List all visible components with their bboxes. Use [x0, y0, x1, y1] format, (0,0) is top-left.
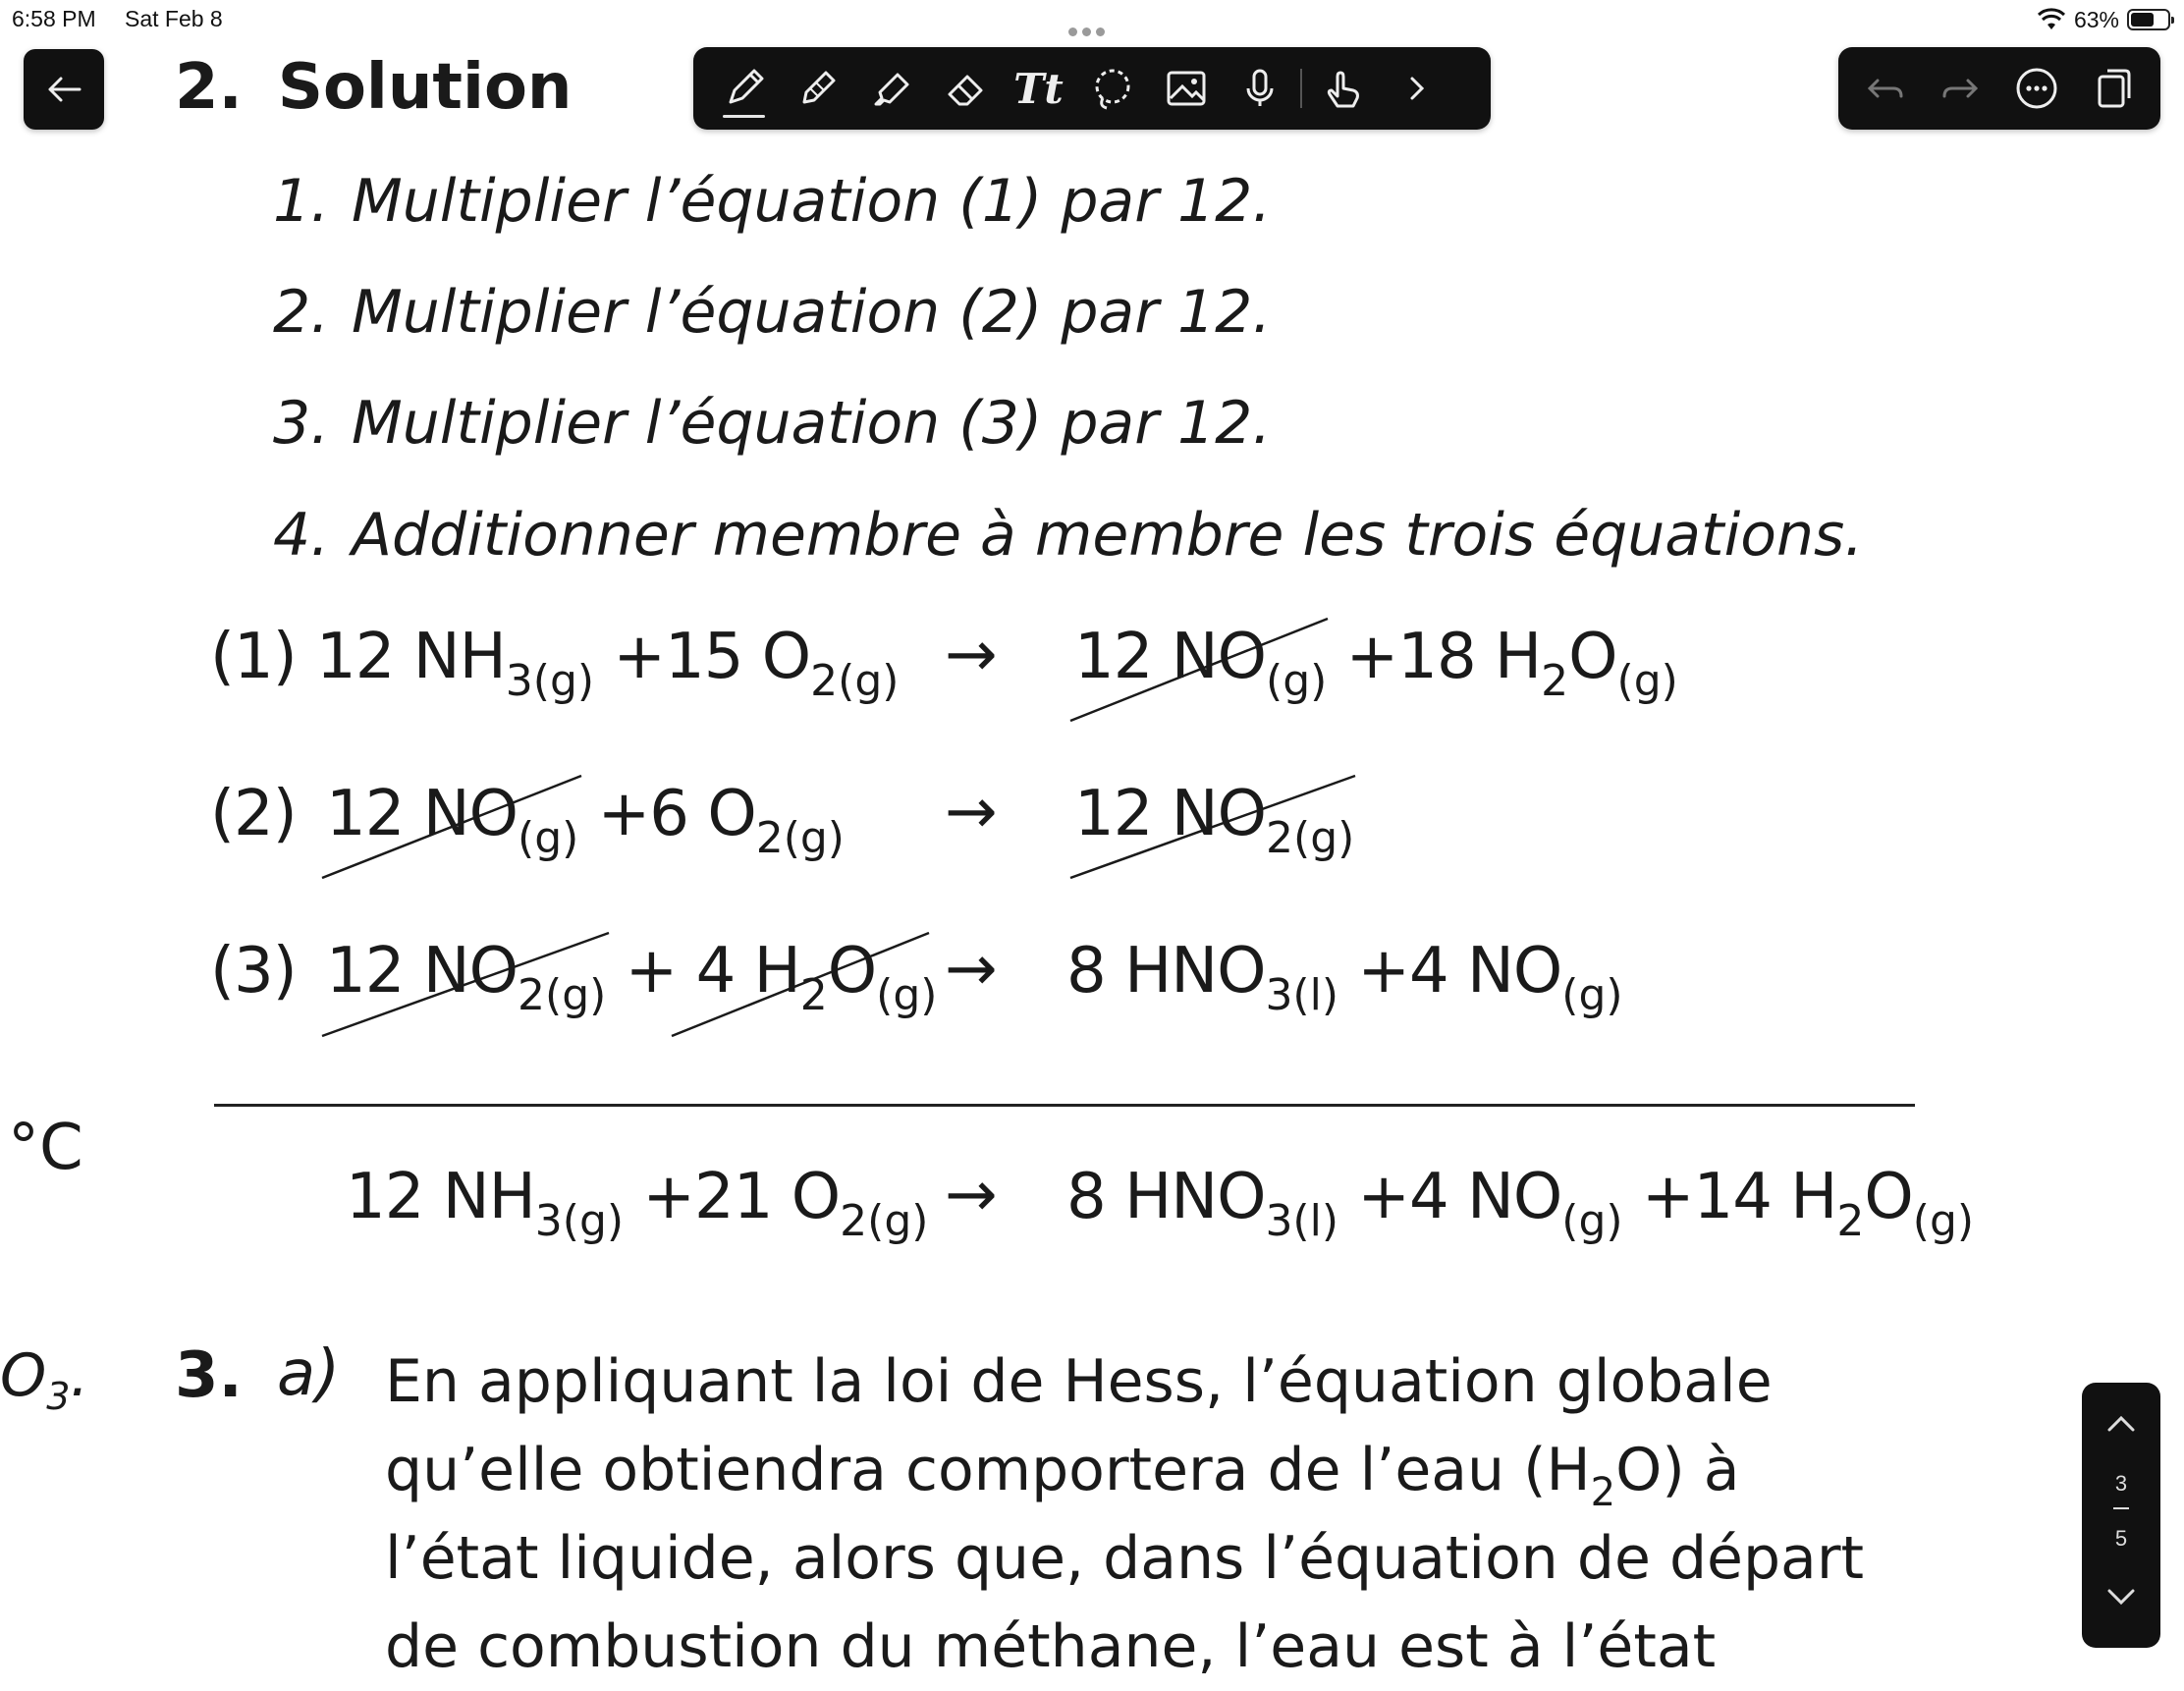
equation-2-label: (2)	[210, 778, 297, 850]
text-tool-label: Tt	[1013, 64, 1064, 113]
page-down-button[interactable]	[2105, 1585, 2137, 1609]
equation-3-label: (3)	[210, 935, 297, 1008]
sum-line	[214, 1104, 1915, 1107]
margin-degree-text: °C	[8, 1112, 83, 1184]
step-number: 2.	[273, 278, 330, 347]
equation-3-reactants: 12 $NO_{2(g)} + 4$ $H_2O_{(g)}$	[326, 935, 938, 1020]
step-text: Multiplier l’équation (2) par 12.	[352, 278, 1272, 347]
battery-percent: 63%	[2073, 6, 2119, 32]
step-text: Multiplier l’équation (1) par 12.	[352, 167, 1272, 236]
equation-1-products: 12 $NO_{(g)} +18$ $H_2O_{(g)}$	[1074, 621, 1678, 706]
question-3-part: a)	[277, 1337, 341, 1410]
question-3-line: de combustion du méthane, l’eau est à l’état	[385, 1612, 1717, 1681]
strike-eq2-no	[322, 776, 581, 878]
page-divider	[2113, 1507, 2129, 1509]
equation-1-label: (1)	[210, 621, 297, 693]
strike-eq3-h2o	[672, 933, 929, 1036]
step-number: 4.	[273, 501, 330, 570]
strike-eq1-no	[1070, 619, 1328, 721]
section-title: Solution	[277, 51, 573, 124]
step-number: 1.	[273, 167, 330, 236]
equation-3-arrow: →	[945, 933, 998, 1006]
section-number: 2.	[175, 51, 243, 124]
margin-o3-text: $O_3$.	[0, 1341, 89, 1418]
page-up-button[interactable]	[2105, 1412, 2137, 1436]
current-page: 3	[2114, 1471, 2128, 1496]
strike-eq3-no2	[322, 933, 609, 1036]
status-time: 6:58 PM	[12, 6, 96, 31]
total-equation-products: 8 $HNO_{3(l)} +4$ $NO_{(g)} +14$ $H_2O_{(g)}$	[1066, 1161, 1975, 1246]
equation-3-products: 8 $HNO_{3(l)} +4$ $NO_{(g)}$	[1066, 935, 1623, 1020]
total-pages: 5	[2114, 1526, 2128, 1551]
step-text: Additionner membre à membre les trois équations.	[352, 501, 1864, 570]
total-equation-reactants: 12 $NH_{3(g)} +21$ $O_{2(g)}$	[346, 1161, 929, 1246]
page-navigator	[2082, 1383, 2160, 1648]
step-text: Multiplier l’équation (3) par 12.	[352, 389, 1272, 458]
question-3-line: l’état liquide, alors que, dans l’équation de départ	[385, 1524, 1865, 1593]
question-3-line: En appliquant la loi de Hess, l’équation globale	[385, 1347, 1773, 1416]
question-3-number: 3.	[175, 1339, 243, 1412]
equation-2-arrow: →	[945, 776, 998, 848]
strike-eq2-no2	[1070, 776, 1355, 878]
equation-1-reactants: 12 $NH_{3(g)} +15$ $O_{2(g)}$	[316, 621, 900, 706]
equation-2-products: 12 $NO_{2(g)}$	[1074, 778, 1355, 863]
question-3-line: qu’elle obtiendra comportera de l’eau $(H_2O)$ à	[385, 1436, 1740, 1515]
equation-2-reactants: 12 $NO_{(g)} +6$ $O_{2(g)}$	[326, 778, 845, 863]
equation-1-arrow: →	[945, 619, 998, 691]
total-equation-arrow: →	[945, 1159, 998, 1231]
step-number: 3.	[273, 389, 330, 458]
status-date: Sat Feb 8	[125, 6, 223, 31]
